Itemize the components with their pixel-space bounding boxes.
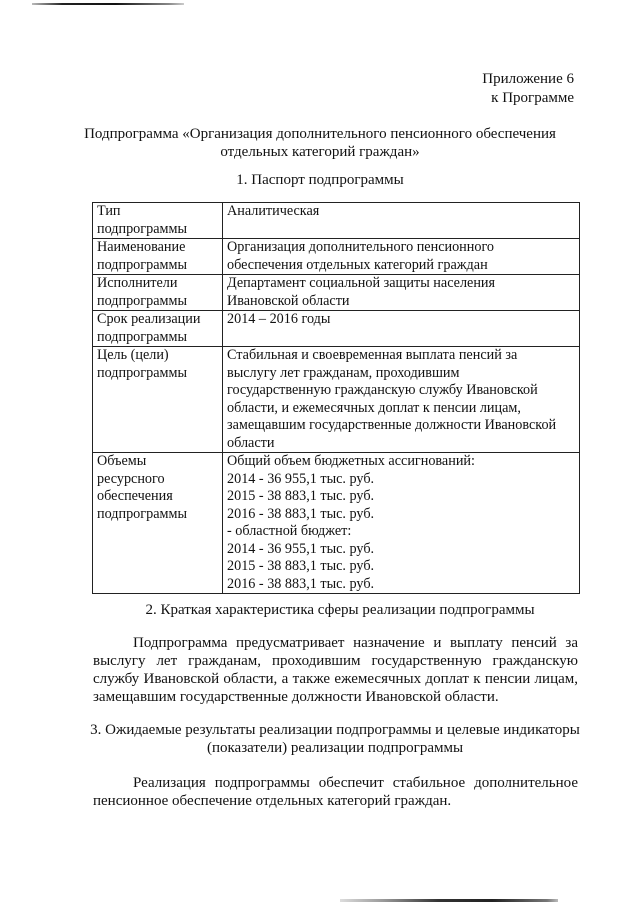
section-1-heading: 1. Паспорт подпрограммы (236, 172, 404, 188)
section-2-paragraph (93, 634, 578, 706)
value-line: 2015 - 38 883,1 тыс. руб. (227, 488, 375, 504)
value-line: 2014 - 36 955,1 тыс. руб. (227, 470, 375, 487)
row-value (223, 203, 580, 239)
value-line: Ивановской области (227, 292, 350, 309)
row-label (93, 275, 223, 311)
row-value (223, 453, 580, 594)
section-3-heading (75, 721, 595, 757)
row-value (223, 239, 580, 275)
paragraph-line: пенсионное обеспечение отдельных категорий граждан. (93, 793, 452, 809)
table-row (93, 203, 580, 239)
value-line: выслугу лет гражданам, проходившим (227, 364, 460, 381)
label-line: ресурсного (97, 470, 165, 487)
label-line: Срок реализации (97, 311, 201, 327)
passport-table (92, 202, 580, 594)
row-label (93, 311, 223, 347)
value-line: 2015 - 38 883,1 тыс. руб. (227, 558, 375, 574)
label-line: подпрограммы (97, 364, 187, 381)
section-3-paragraph (93, 774, 578, 810)
section-2-heading: 2. Краткая характеристика сферы реализации подпрограммы (145, 602, 535, 618)
value-line: Общий объем бюджетных ассигнований: (227, 453, 475, 469)
row-label (93, 347, 223, 453)
label-line: подпрограммы (97, 505, 187, 522)
row-label (93, 203, 223, 239)
scan-artifact-bottom (340, 899, 558, 902)
label-line: Объемы (97, 453, 147, 469)
value-line: 2016 - 38 883,1 тыс. руб. (227, 505, 375, 522)
row-value (223, 311, 580, 347)
paragraph-line: службу Ивановской области, а также ежемесячных доплат к пенсии лицам, (93, 671, 578, 687)
value-line: Департамент социальной защиты населения (227, 275, 496, 291)
paragraph-line: выслугу лет гражданам, проходившим государственную гражданскую (93, 653, 578, 669)
value-line: области, и ежемесячных доплат к пенсии лицам, (227, 399, 521, 416)
section-3-heading-line-1: 3. Ожидаемые результаты реализации подпрограммы и целевые индикаторы (90, 722, 580, 738)
table-row (93, 275, 580, 311)
label-line: Цель (цели) (97, 347, 169, 363)
label-line: Наименование (97, 239, 186, 255)
label-line: Исполнители (97, 275, 178, 291)
row-label (93, 239, 223, 275)
value-line: 2016 - 38 883,1 тыс. руб. (227, 575, 375, 592)
table-row (93, 453, 580, 594)
appendix-header (482, 70, 574, 108)
section-3-heading-line-2: (показатели) реализации подпрограммы (206, 740, 464, 756)
value-line: замещавшим государственные должности Ивановской (227, 417, 557, 433)
table-row (93, 347, 580, 453)
value-line: обеспечения отдельных категорий граждан (227, 256, 488, 273)
document-title-line-2: отдельных категорий граждан» (220, 144, 420, 160)
label-line: Тип (97, 203, 121, 219)
appendix-line-2: к Программе (491, 90, 574, 106)
document-title (60, 125, 580, 161)
paragraph-line: Реализация подпрограммы обеспечит стабильное дополнительное (133, 775, 578, 791)
label-line: обеспечения (97, 488, 173, 504)
document-title-line-1: Подпрограмма «Организация дополнительного пенсионного обеспечения (84, 126, 556, 142)
paragraph-line: Подпрограмма предусматривает назначение и выплату пенсий за (133, 635, 578, 651)
row-value (223, 347, 580, 453)
value-line: Стабильная и своевременная выплата пенсий за (227, 347, 518, 363)
table-row (93, 311, 580, 347)
value-line: Организация дополнительного пенсионного (227, 239, 495, 255)
scan-artifact-top (32, 3, 184, 5)
value-line: области (227, 434, 275, 451)
row-value (223, 275, 580, 311)
label-line: подпрограммы (97, 292, 187, 309)
value-line: 2014 – 2016 годы (227, 311, 331, 327)
label-line: подпрограммы (97, 328, 187, 345)
label-line: подпрограммы (97, 256, 187, 273)
table-row (93, 239, 580, 275)
value-line: - областной бюджет: (227, 523, 352, 539)
value-line: 2014 - 36 955,1 тыс. руб. (227, 540, 375, 557)
row-label (93, 453, 223, 594)
appendix-line-1: Приложение 6 (482, 71, 574, 87)
paragraph-line: замещавшим государственные должности Ивановской области. (93, 689, 499, 705)
value-line: государственную гражданскую службу Ивановской (227, 382, 538, 398)
label-line: подпрограммы (97, 220, 187, 237)
value-line: Аналитическая (227, 203, 320, 219)
